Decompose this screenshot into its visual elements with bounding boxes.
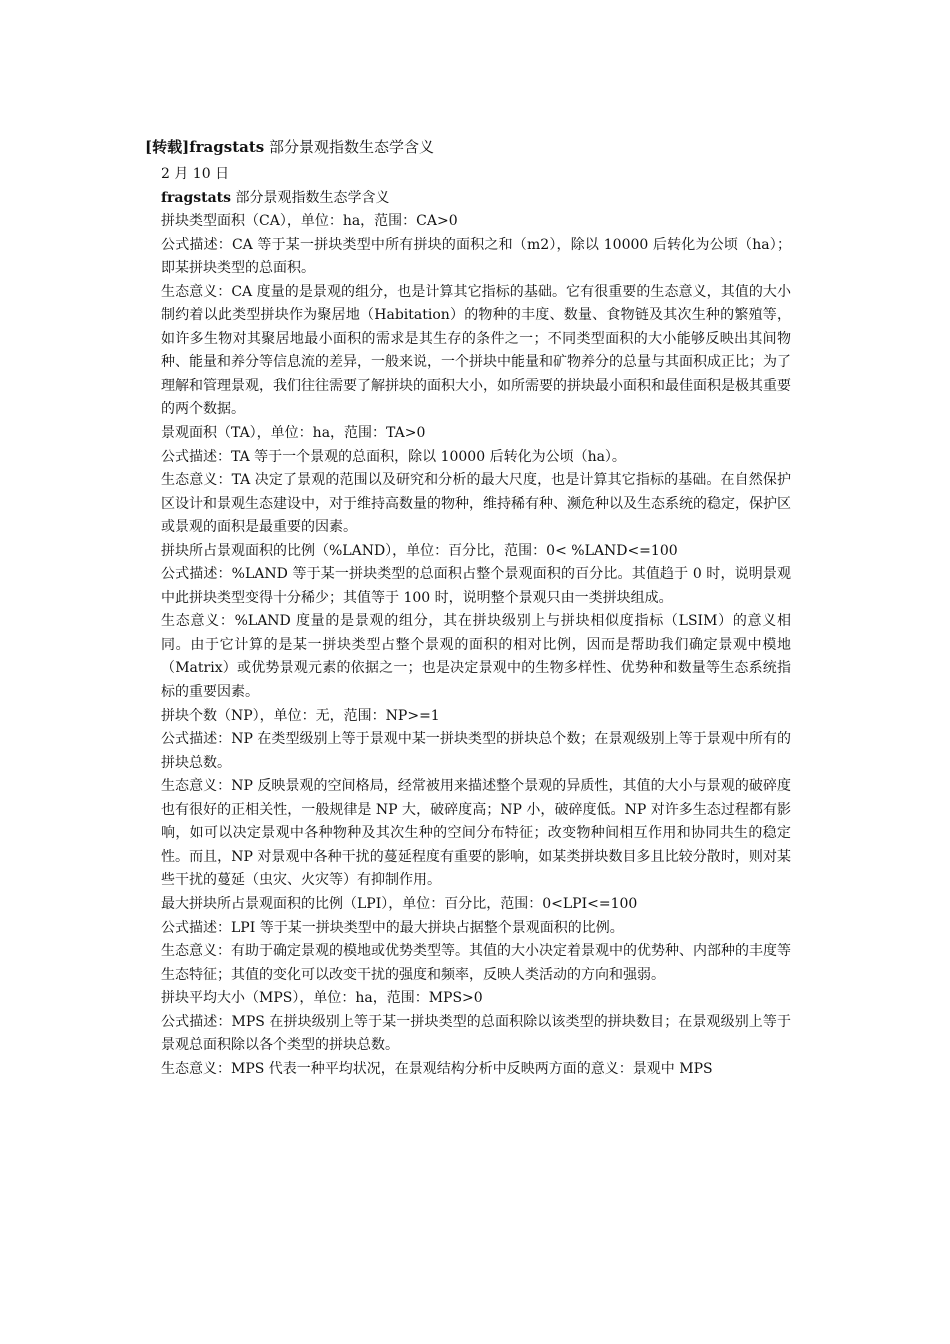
paragraph: 公式描述：MPS 在拼块级别上等于某一拼块类型的总面积除以该类型的拼块数目；在景观级别上等于景观总面积除以各个类型的拼块总数。 <box>161 1013 791 1054</box>
paragraph: 拼块类型面积（CA），单位：ha，范围：CA>0 <box>161 213 458 230</box>
paragraph: 生态意义：%LAND 度量的是景观的组分，其在拼块级别上与拼块相似度指标（LSIM）的意义相同。由于它计算的是某一拼块类型占整个景观的面积的相对比例，因而是帮助我们确定景观中模地（Matrix）或优势景观元素的依据之一；也是决定景观中的生物多样性、优势种和数量等生态系统指标的重要因素。 <box>161 613 791 701</box>
date-line: 2 月 10 日 <box>161 166 230 182</box>
subtitle-rest: 部分景观指数生态学含义 <box>231 189 390 206</box>
paragraph: 生态意义：有助于确定景观的模地或优势类型等。其值的大小决定着景观中的优势种、内部种的丰度等生态特征；其值的变化可以改变干扰的强度和频率，反映人类活动的方向和强弱。 <box>161 943 791 983</box>
subtitle-line <box>161 187 791 211</box>
document-title <box>145 136 434 158</box>
paragraph: 拼块所占景观面积的比例（%LAND），单位：百分比，范围：0< %LAND<=100 <box>161 542 678 559</box>
paragraph: 生态意义：CA 度量的是景观的组分，也是计算其它指标的基础。它有很重要的生态意义，其值的大小制约着以此类型拼块作为聚居地（Habitation）的物种的丰度、数量、食物链及其次生种的繁殖等，如许多生物对其聚居地最小面积的需求是其生存的条件之一；不同类型面积的大小能够反映出其间物种、能量和养分等信息流的差异，一般来说，一个拼块中能量和矿物养分的总量与其面积成正比；为了理解和管理景观，我们往往需要了解拼块的面积大小，如所需要的拼块最小面积和最佳面积是极其重要的两个数据。 <box>161 283 791 418</box>
document-title-rest: 部分景观指数生态学含义 <box>264 138 435 156</box>
paragraph: 拼块平均大小（MPS），单位：ha，范围：MPS>0 <box>161 990 483 1007</box>
paragraph: 公式描述：%LAND 等于某一拼块类型的总面积占整个景观面积的百分比。其值趋于 0 时，说明景观中此拼块类型变得十分稀少；其值等于 100 时，说明整个景观只由一类拼块组成。 <box>161 566 791 606</box>
subtitle-lead: fragstats <box>161 189 232 206</box>
paragraph: 景观面积（TA），单位：ha，范围：TA>0 <box>161 425 426 442</box>
paragraph: 公式描述：NP 在类型级别上等于景观中某一拼块类型的拼块总个数；在景观级别上等于景观中所有的拼块总数。 <box>161 731 791 771</box>
document-title-lead: [转载]fragstats <box>145 138 265 156</box>
paragraph: 生态意义：TA 决定了景观的范围以及研究和分析的最大尺度，也是计算其它指标的基础。在自然保护区设计和景观生态建设中，对于维持高数量的物种，维持稀有种、濒危种以及生态系统的稳定，保护区或景观的面积是最重要的因素。 <box>161 472 791 536</box>
paragraph: 公式描述：LPI 等于某一拼块类型中的最大拼块占据整个景观面积的比例。 <box>161 919 624 936</box>
document-body <box>161 163 791 1081</box>
paragraph: 公式描述：TA 等于一个景观的总面积，除以 10000 后转化为公顷（ha）。 <box>161 448 626 465</box>
paragraph: 生态意义：MPS 代表一种平均状况，在景观结构分析中反映两方面的意义：景观中 MPS <box>161 1060 713 1077</box>
paragraph: 公式描述：CA 等于某一拼块类型中所有拼块的面积之和（m2），除以 10000 后转化为公顷（ha）；即某拼块类型的总面积。 <box>161 236 791 277</box>
paragraph: 生态意义：NP 反映景观的空间格局，经常被用来描述整个景观的异质性，其值的大小与景观的破碎度也有很好的正相关性，一般规律是 NP 大，破碎度高；NP 小，破碎度低。NP 对许多生态过程都有影响，如可以决定景观中各种物种及其次生种的空间分布特征；改变物种间相互作用和协同共生的稳定性。而且，NP 对景观中各种干扰的蔓延程度有重要的影响，如某类拼块数目多且比较分散时，则对某些干扰的蔓延（虫灾、火灾等）有抑制作用。 <box>161 778 791 889</box>
paragraph: 拼块个数（NP），单位：无，范围：NP>=1 <box>161 707 440 724</box>
paragraph: 最大拼块所占景观面积的比例（LPI），单位：百分比，范围：0<LPI<=100 <box>161 895 638 912</box>
